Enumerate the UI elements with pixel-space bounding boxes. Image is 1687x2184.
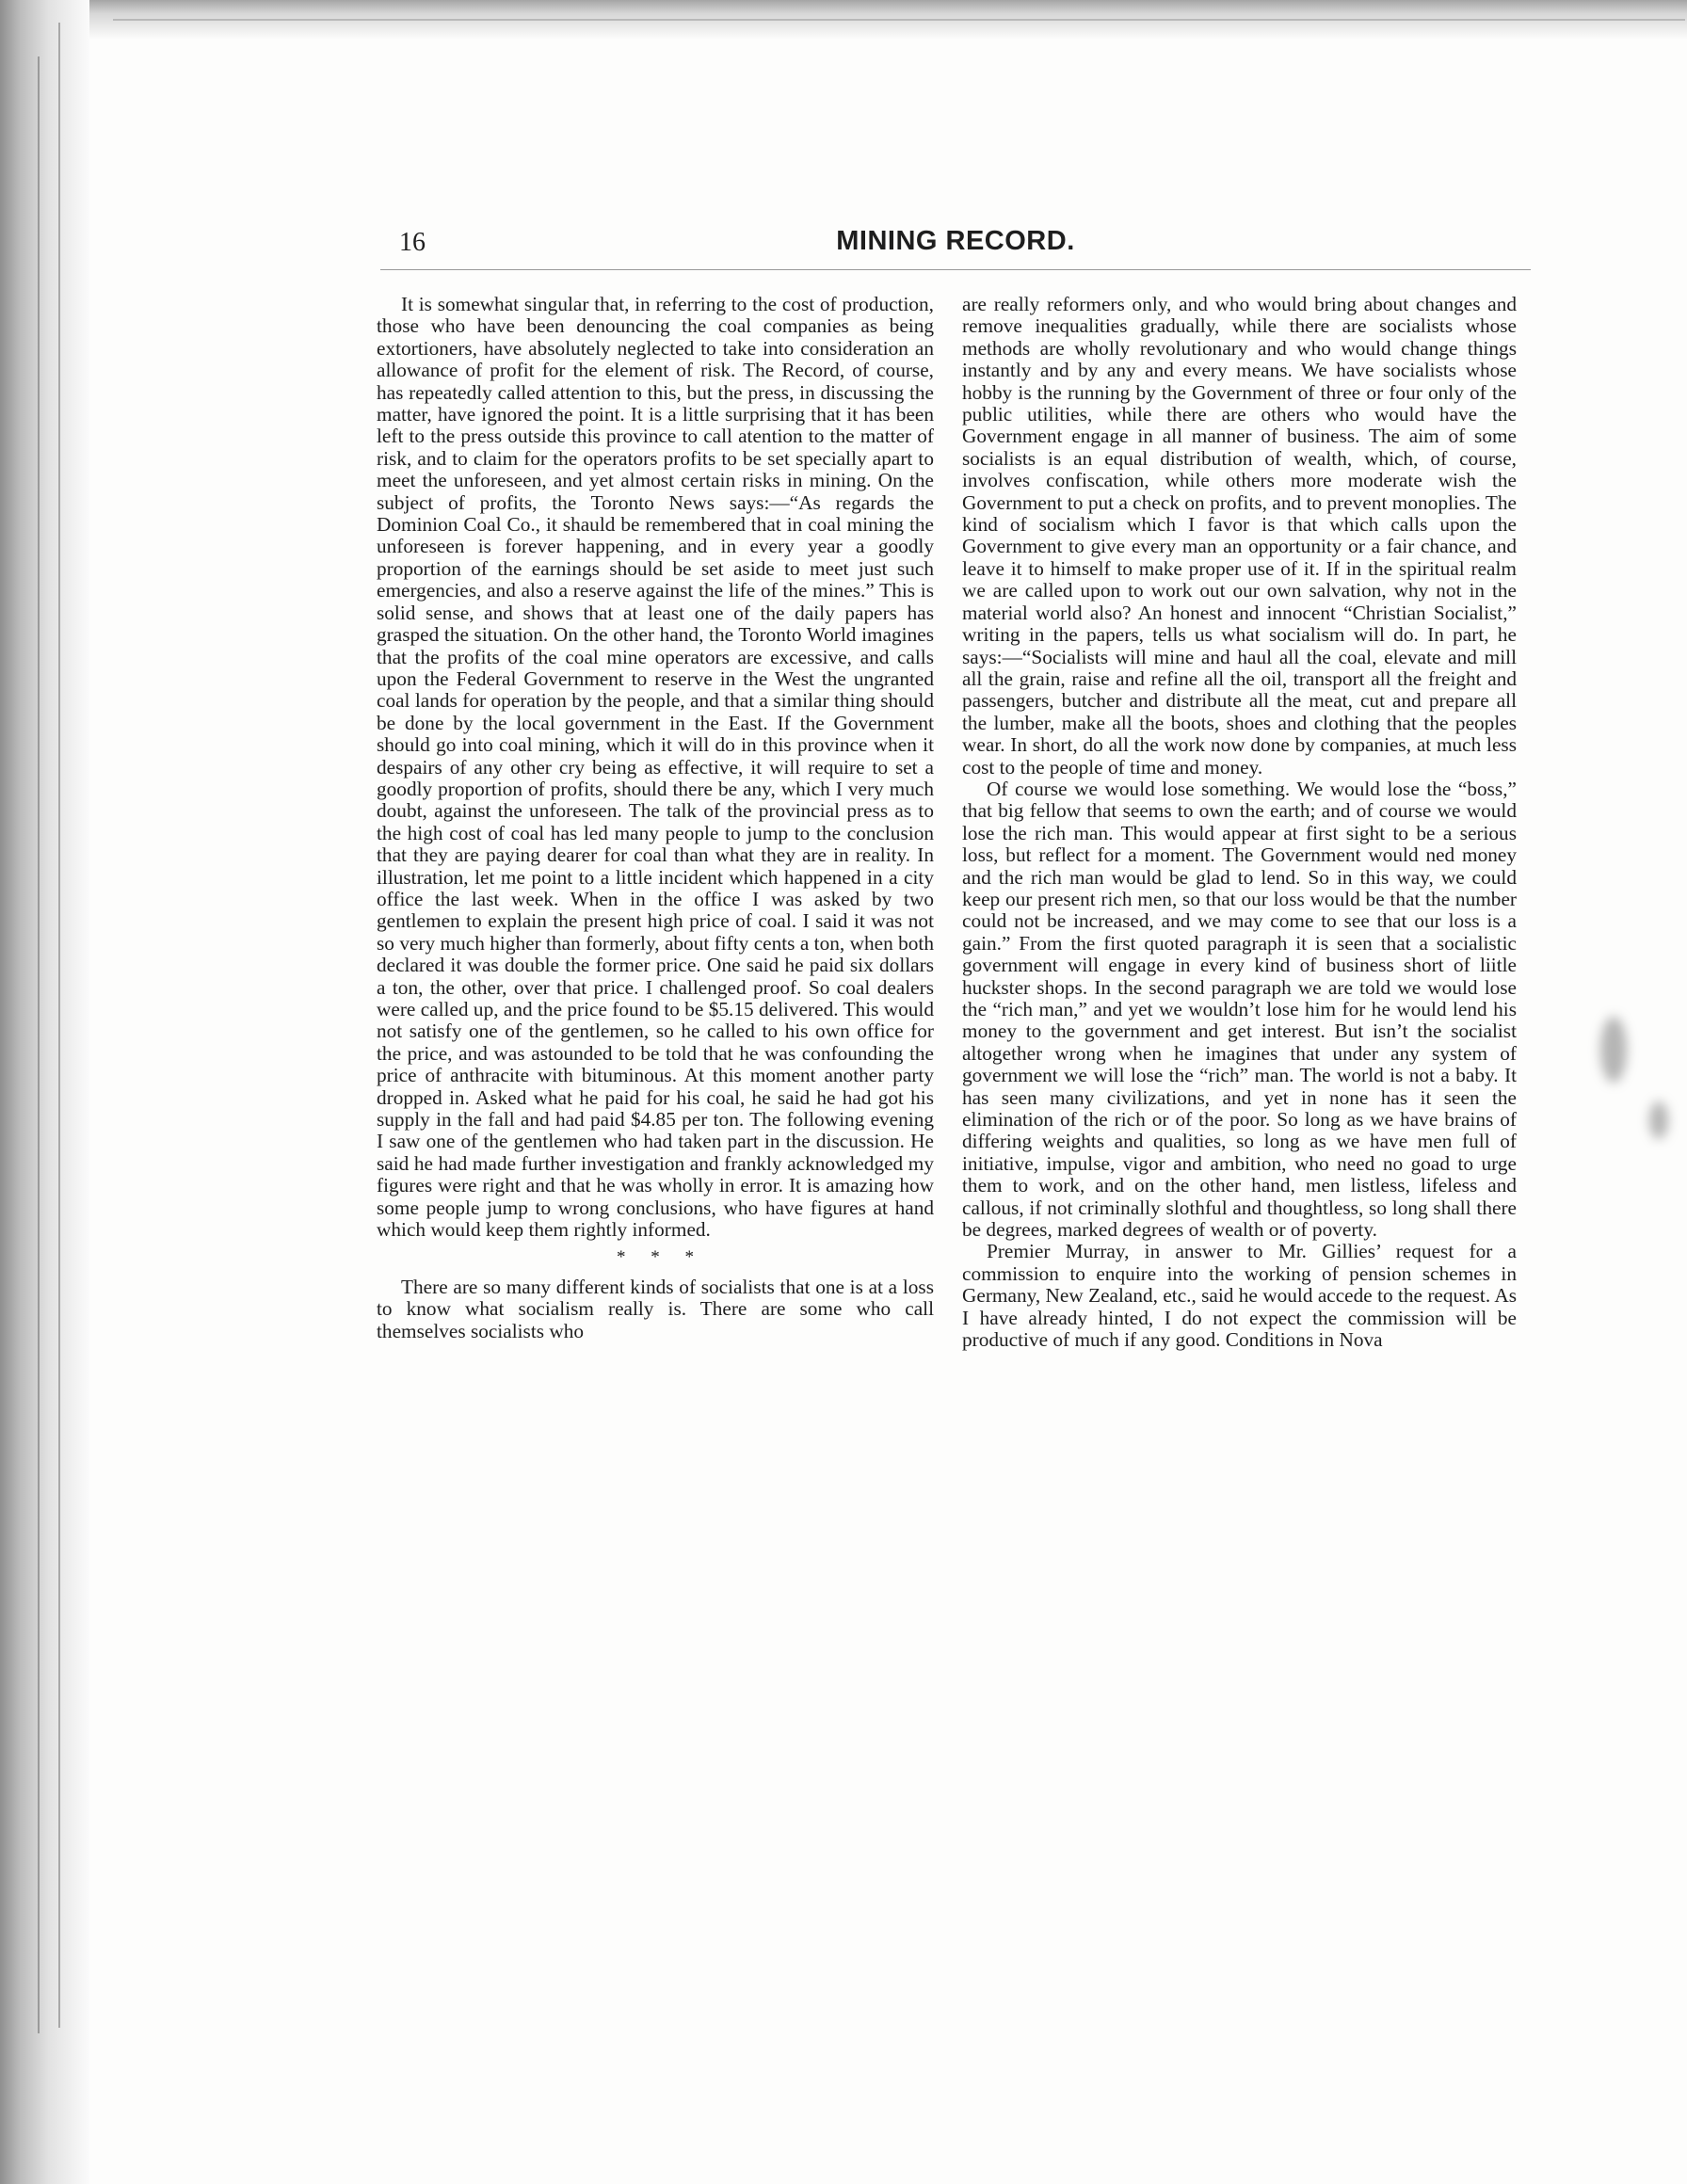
running-title: MINING RECORD. (836, 226, 1075, 256)
page-edge-line (58, 23, 60, 2028)
page-number: 16 (399, 228, 426, 257)
paragraph-premier-murray: Premier Murray, in answer to Mr. Gillies’ request for a commission to enquire into the working of pension schemes in Germany, New Zealand, etc., said he would accede to the request. As I have already hinted, I do not expect the commission will be productive of much if any good. Conditions in Nova (962, 1240, 1517, 1352)
paragraph-socialists-intro: There are so many different kinds of socialists that one is at a loss to know what socialism really is. There are some who call themselves socialists who (377, 1275, 934, 1342)
left-column (377, 294, 934, 1342)
header-rule (380, 269, 1531, 270)
right-column (962, 294, 1517, 1352)
scan-edge-shadow (0, 0, 89, 2184)
paragraph-risk-profits: It is somewhat singular that, in referring to the cost of production, those who have been denouncing the coal companies as being extortioners, have absolutely neglected to take into consideration an allowance of profit for the element of risk. The Record, of course, has repeatedly called attention to this, but the press, in discussing the matter, have ignored the point. It is a little surprising that it has been left to the press outside this province to call atention to the matter of risk, and to claim for the operators profits to be set specially apart to meet the unforeseen, and yet almost certain risks in mining. On the subject of profits, the Toronto News says:—“As regards the Dominion Coal Co., it shauld be remembered that in coal mining the unforeseen is forever happening, and in every year a goodly proportion of the earnings should be set aside to meet just such emergencies, and also a reserve against the life of the mines.” This is solid sense, and shows that at least one of the daily papers has grasped the situation. On the other hand, the Toronto World imagines that the profits of the coal mine operators are excessive, and calls upon the Federal Government to reserve in the West the ungranted coal lands for operation by the people, and that a similar thing should be done by the local government in the East. If the Government should go into coal mining, which it will do in this province when it despairs of any other cry being as effective, it will require to set a goodly proportion of profits, should there be any, which I very much doubt, against the unforeseen. The talk of the provincial press as to the high cost of coal has led many people to jump to the conclusion that they are paying dearer for coal than what they are in reality. In illustration, let me point to a little incident which happened in a city office the last week. When in the office I was asked by two gentlemen to explain the present high price of coal. I said it was not so very much higher than formerly, about fifty cents a ton, when both declared it was double the former price. One said he paid six dollars a ton, the other, over that price. I challenged proof. So coal dealers were called up, and the price found to be $5.15 delivered. This would not satisfy one of the gentlemen, so he called to his own office for the price, and was astounded to be told that he was confounding the price of anthracite with bituminous. At this moment another party dropped in. Asked what he paid for his coal, he said he had got his supply in the fall and had paid $4.85 per ton. The following evening I saw one of the gentlemen who had taken part in the discussion. He said he had made further investigation and frankly acknowledged my figures were right and that he was wholly in error. It is amazing how some people jump to wrong conclusions, who have figures at hand which would keep them rightly informed. (377, 293, 934, 1242)
section-separator: * * * (617, 1247, 694, 1268)
paragraph-socialists-continued: are really reformers only, and who would bring about changes and remove inequalities gradually, while there are socialists whose methods are wholly revolutionary and who would change things instantly and by any and every means. We have socialists whose hobby is the running by the Government of three or four only of the public utilities, while there are others who would have the Government engage in all manner of business. The aim of some socialists is an equal distribution of wealth, which, of course, involves confiscation, while others more moderate wish the Government to put a check on profits, and to prevent monoplies. The kind of socialism which I favor is that which calls upon the Government to give every man an opportunity or a fair chance, and leave it to himself to make proper use of it. If in the spiritual realm we are called upon to work out our own salvation, why not in the material world also? An honest and innocent “Christian Socialist,” writing in the papers, tells us what socialism will do. In part, he says:—“Socialists will mine and haul all the coal, elevate and mill all the grain, raise and refine all the oil, transport all the freight and passengers, butcher and distribute all the meat, cut and prepare all the lumber, make all the boots, shoes and clothing that the peoples wear. In short, do all the work now done by companies, at much less cost to the people of time and money. (962, 293, 1517, 779)
paragraph-rich-man: Of course we would lose something. We would lose the “boss,” that big fellow that seems to own the earth; and of course we would lose the rich man. This would appear at first sight to be a serious loss, but reflect for a moment. The Government would ned money and the rich man would be glad to lend. So in this way, we could keep our present rich men, so that our loss would be that the number could not be increased, and we may come to see that our loss is a gain.” From the first quoted paragraph it is seen that a socialistic government will engage in every kind of business short of liitle huckster shops. In the second paragraph we are told we would lose the “rich man,” and yet we wouldn’t lose him for he would lend his money to the government and get interest. But isn’t the socialist altogether wrong when he imagines that under any system of government we will lose the “rich” man. The world is not a baby. It has seen many civilizations, and yet in none has it seen the elimination of the rich or of the poor. So long as we have brains of differing weights and qualities, so long as we have men full of initiative, impulse, vigor and ambition, who need no goad to urge them to work, and on the other hand, men listless, lifeless and callous, if not criminally slothful and thoughtless, so long shall there be degrees, marked degrees of wealth or of poverty. (962, 777, 1517, 1242)
page-edge-line (38, 56, 40, 2033)
ink-smudge (1600, 1017, 1627, 1083)
page-edge-line (113, 19, 1685, 21)
page-header (380, 215, 1531, 271)
ink-smudge (1649, 1101, 1668, 1139)
